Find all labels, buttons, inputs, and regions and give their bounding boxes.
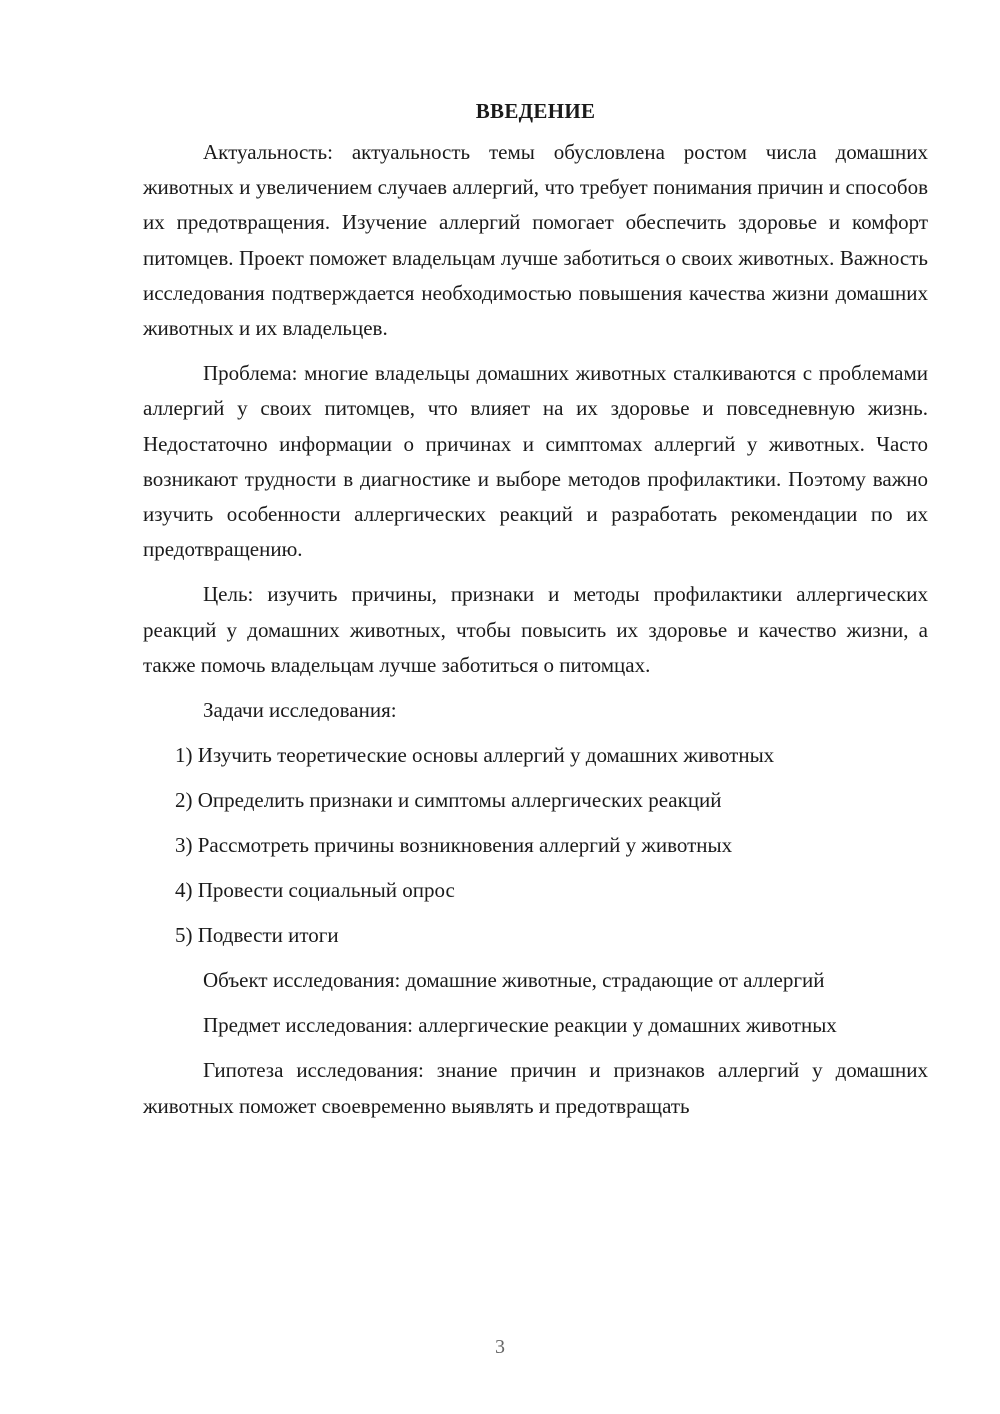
- paragraph-goal: Цель: изучить причины, признаки и методы профилактики аллергических реакций у домашних животных, чтобы повысить их здоровье и качество жизни, а также помочь владельцам лучше заботиться о питомцах.: [143, 582, 928, 677]
- paragraph-hypothesis: Гипотеза исследования: знание причин и признаков аллергий у домашних животных поможет своевременно выявлять и предотвращать: [143, 1058, 928, 1118]
- task-item-3: 3) Рассмотреть причины возникновения аллергий у животных: [175, 833, 733, 858]
- task-item-1: 1) Изучить теоретические основы аллергий у домашних животных: [175, 743, 775, 768]
- paragraph-subject: Предмет исследования: аллергические реакции у домашних животных: [203, 1013, 837, 1038]
- page-number: 3: [495, 1336, 505, 1358]
- paragraph-object: Объект исследования: домашние животные, страдающие от аллергий: [203, 968, 825, 993]
- page-title: ВВЕДЕНИЕ: [475, 99, 596, 123]
- task-item-4: 4) Провести социальный опрос: [175, 878, 455, 903]
- page-content: [143, 94, 928, 1134]
- task-item-2: 2) Определить признаки и симптомы аллергических реакций: [175, 788, 722, 813]
- tasks-heading: Задачи исследования:: [203, 698, 397, 723]
- paragraph-relevance: Актуальность: актуальность темы обусловлена ростом числа домашних животных и увеличением случаев аллергий, что требует понимания причин и способов их предотвращения. Изучение аллергий помогает обеспечить здоровье и комфорт питомцев. Проект поможет владельцам лучше заботиться о своих животных. Важность исследования подтверждается необходимостью повышения качества жизни домашних животных и их владельцев.: [143, 140, 928, 341]
- tasks-list: [143, 738, 928, 953]
- paragraph-problem: Проблема: многие владельцы домашних животных сталкиваются с проблемами аллергий у своих питомцев, что влияет на их здоровье и повседневную жизнь. Недостаточно информации о причинах и симптомах аллергий у животных. Часто возникают трудности в диагностике и выборе методов профилактики. Поэтому важно изучить особенности аллергических реакций и разработать рекомендации по их предотвращению.: [143, 361, 928, 562]
- task-item-5: 5) Подвести итоги: [175, 923, 339, 948]
